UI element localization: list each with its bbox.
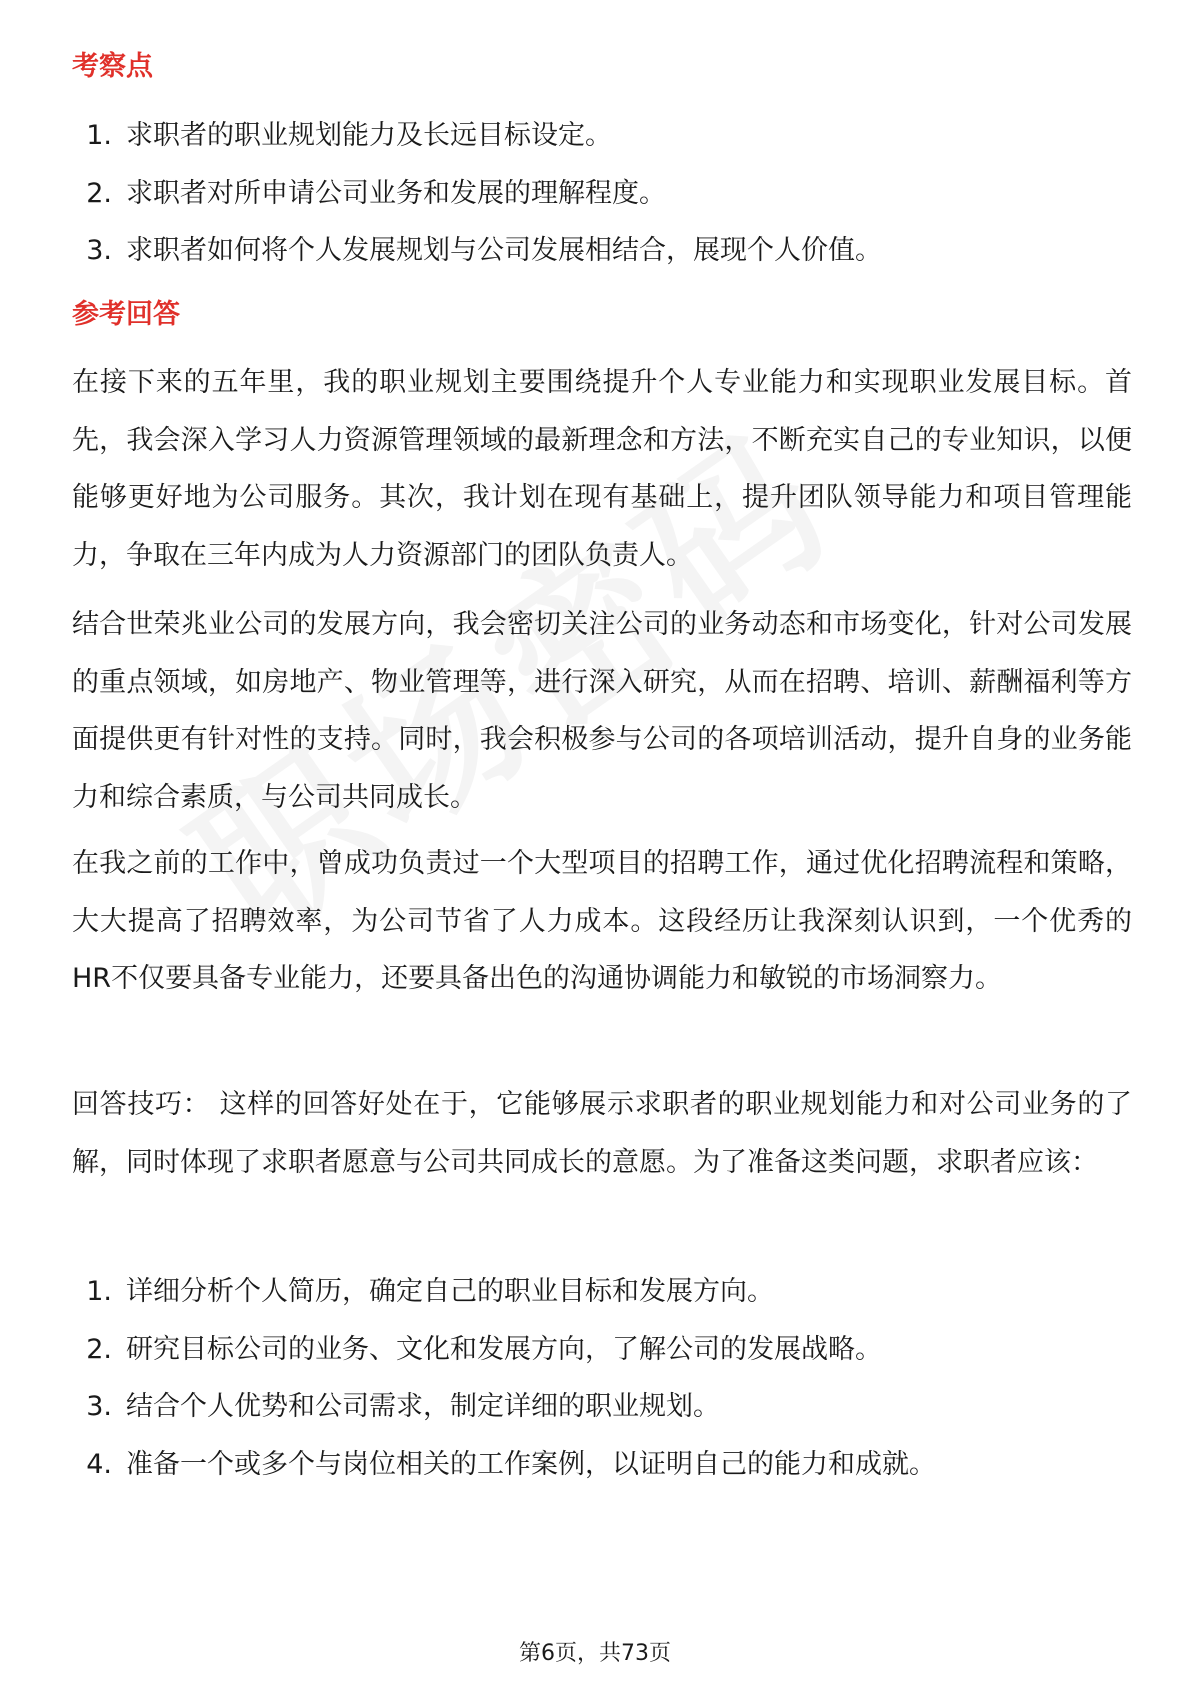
list-item <box>72 1387 936 1445</box>
list-text: 求职者如何将个人发展规划与公司发展相结合，展现个人价值。 <box>126 235 882 266</box>
list-item <box>72 231 882 289</box>
list-item <box>72 116 882 174</box>
answer-paragraph-2: 结合世荣兆业公司的发展方向，我会密切关注公司的业务动态和市场变化，针对公司发展的重点领域，如房地产、物业管理等，进行深入研究，从而在招聘、培训、薪酬福利等方面提供更有针对性的支持。同时，我会积极参与公司的各项培训活动，提升自身的业务能力和综合素质，与公司共同成长。 <box>72 609 1132 813</box>
list-text: 结合个人优势和公司需求，制定详细的职业规划。 <box>126 1391 720 1422</box>
section-title-exam-points: 考察点 <box>72 51 153 82</box>
list-item <box>72 1445 936 1503</box>
list-number: 2. <box>86 1333 112 1365</box>
page-footer: 第6页，共73页 <box>519 1641 671 1666</box>
list-item <box>72 174 882 232</box>
list-number: 3. <box>86 235 112 266</box>
list-number: 1. <box>86 120 112 151</box>
answer-paragraph-3: 在我之前的工作中，曾成功负责过一个大型项目的招聘工作，通过优化招聘流程和策略，大大提高了招聘效率，为公司节省了人力成本。这段经历让我深刻认识到，一个优秀的HR不仅要具备专业能力，还要具备出色的沟通协调能力和敏锐的市场洞察力。 <box>72 848 1132 994</box>
list-text: 求职者对所申请公司业务和发展的理解程度。 <box>126 177 666 209</box>
answer-paragraph-1: 在接下来的五年里，我的职业规划主要围绕提升个人专业能力和实现职业发展目标。首先，我会深入学习人力资源管理领域的最新理念和方法，不断充实自己的专业知识，以便能够更好地为公司服务。其次，我计划在现有基础上，提升团队领导能力和项目管理能力，争取在三年内成为人力资源部门的团队负责人。 <box>72 367 1132 571</box>
section-title-reference-answer: 参考回答 <box>72 299 180 330</box>
list-text: 求职者的职业规划能力及长远目标设定。 <box>126 120 612 151</box>
exam-points-list <box>72 116 882 289</box>
answer-tips-paragraph: 回答技巧： 这样的回答好处在于，它能够展示求职者的职业规划能力和对公司业务的了解，同时体现了求职者愿意与公司共同成长的意愿。为了准备这类问题，求职者应该： <box>72 1089 1132 1178</box>
list-text: 详细分析个人简历，确定自己的职业目标和发展方向。 <box>126 1276 774 1307</box>
list-number: 4. <box>86 1448 112 1480</box>
list-text: 研究目标公司的业务、文化和发展方向，了解公司的发展战略。 <box>126 1333 882 1365</box>
list-item <box>72 1330 936 1388</box>
list-number: 2. <box>86 177 112 209</box>
tips-list <box>72 1272 936 1502</box>
list-number: 1. <box>86 1276 112 1307</box>
list-text: 准备一个或多个与岗位相关的工作案例，以证明自己的能力和成就。 <box>126 1448 936 1480</box>
list-number: 3. <box>86 1391 112 1422</box>
list-item <box>72 1272 936 1330</box>
